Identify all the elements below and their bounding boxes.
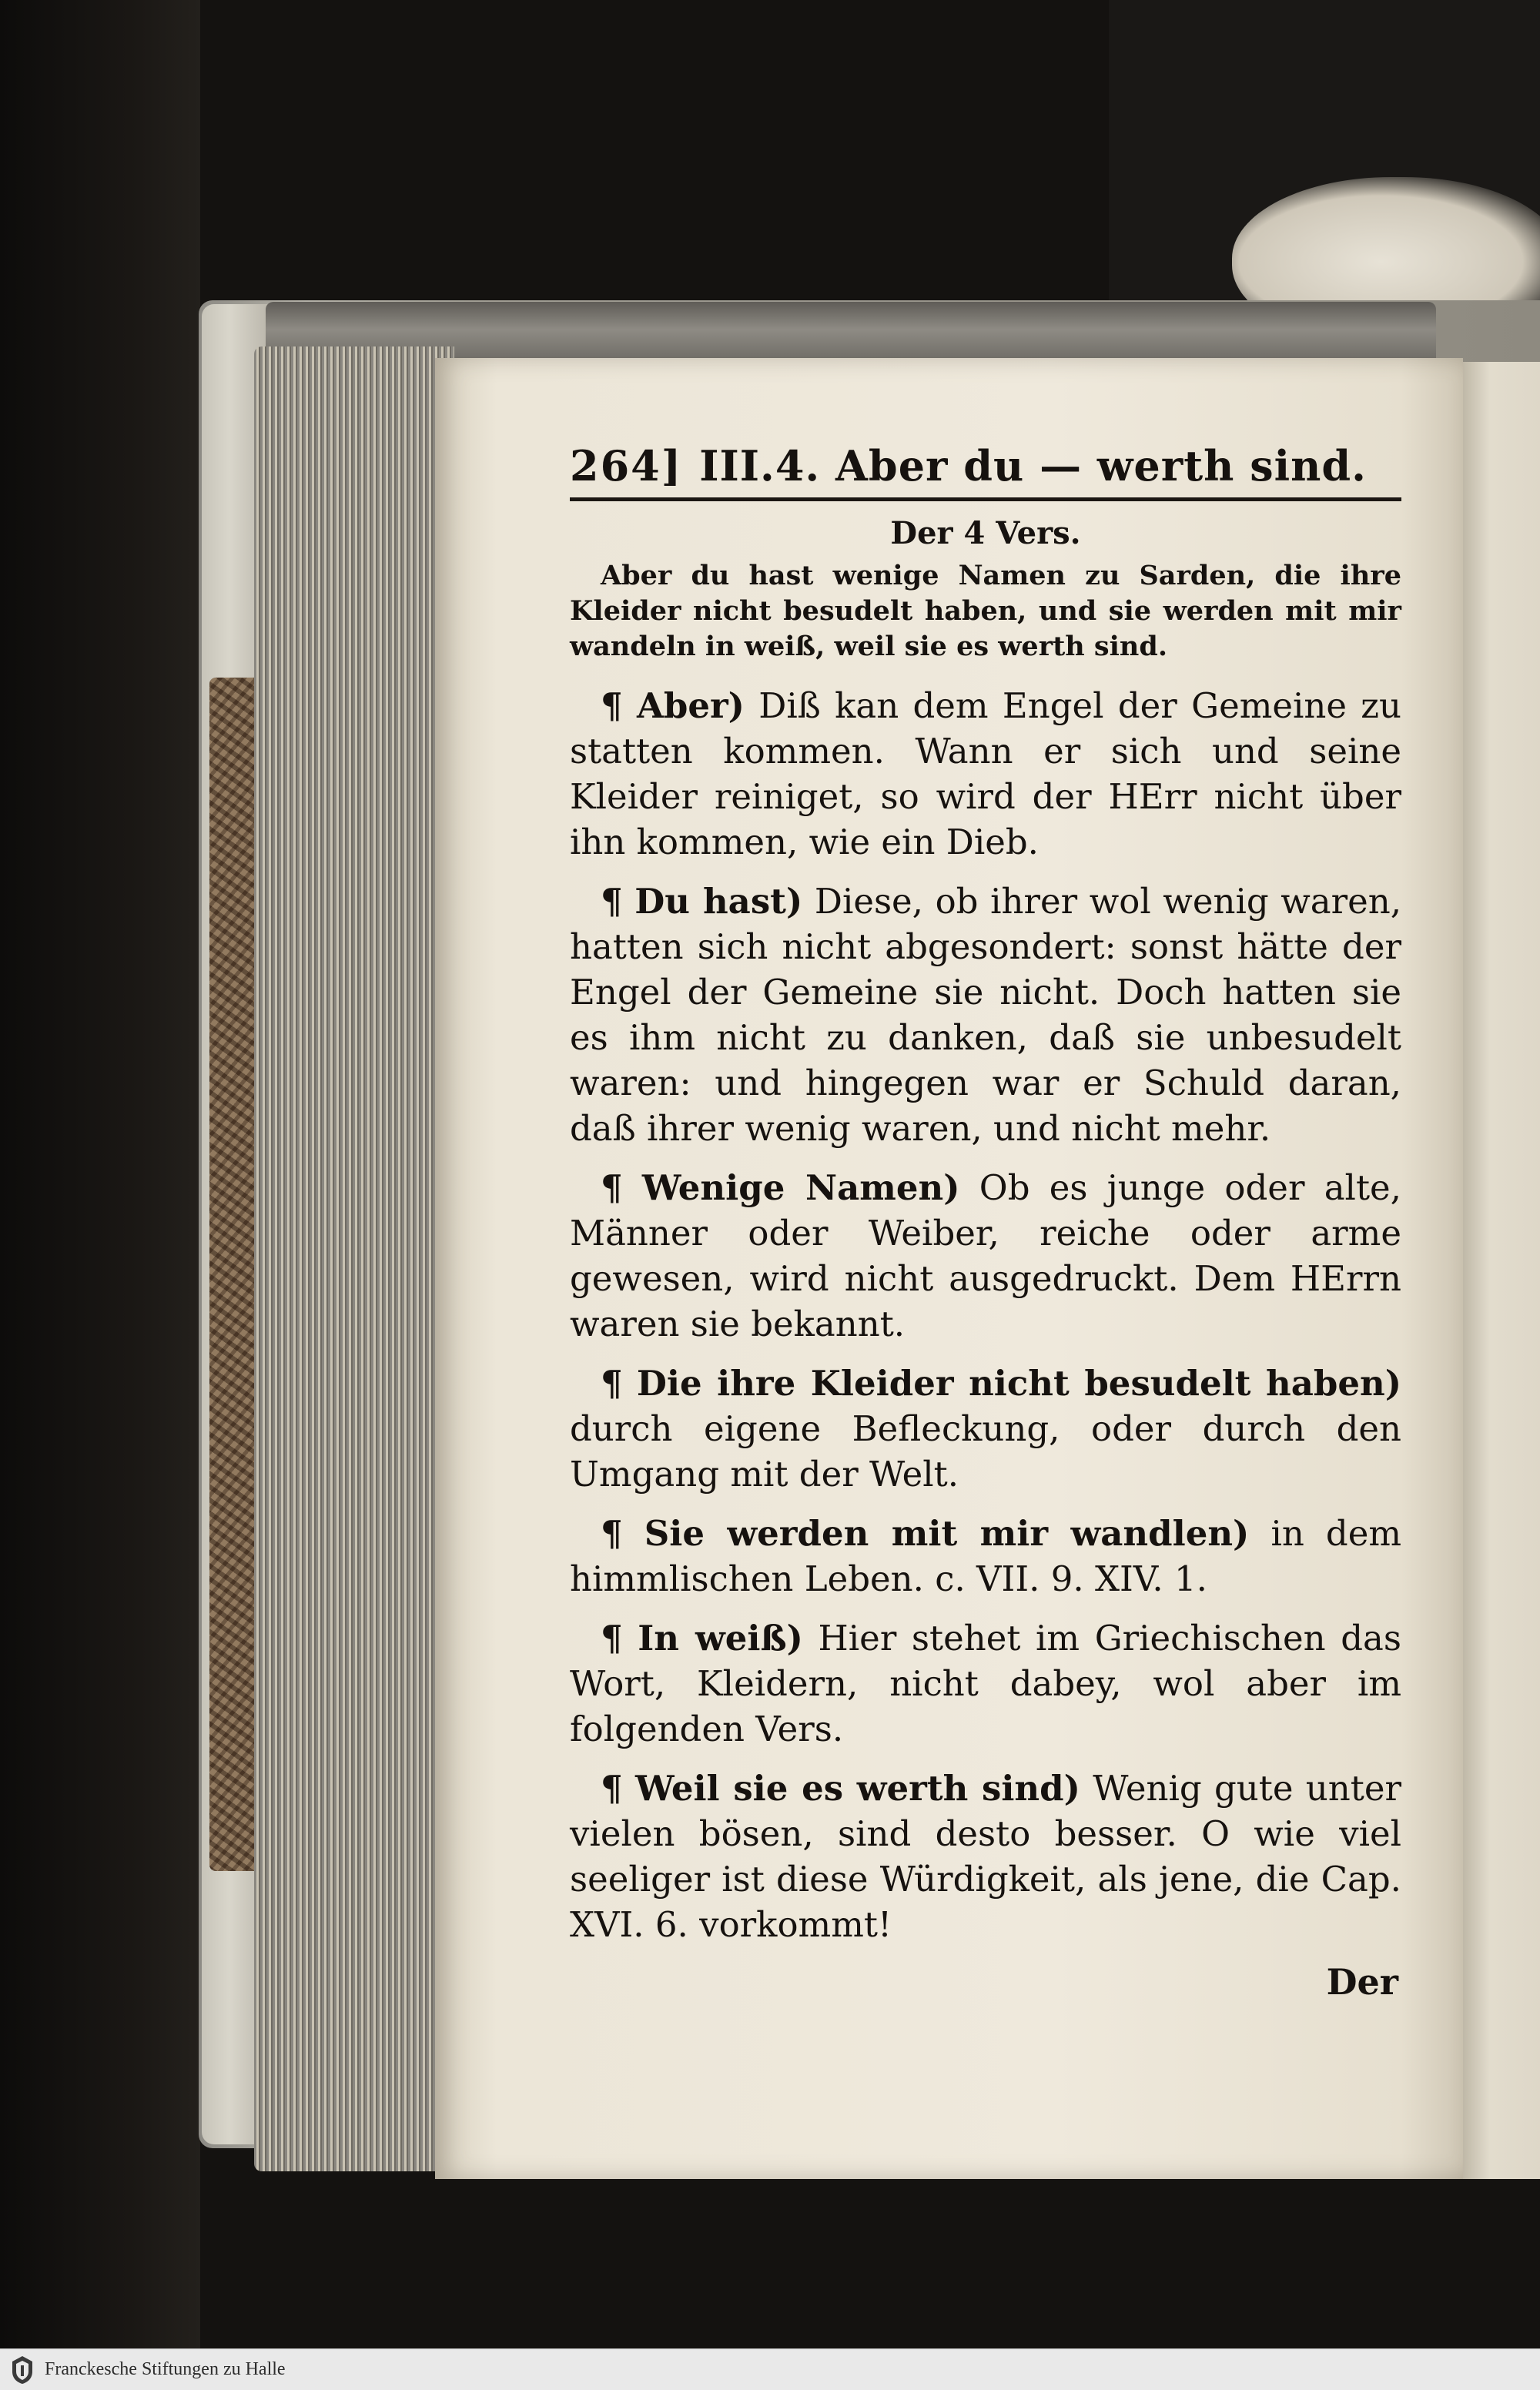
verse-text: Aber du hast wenige Namen zu Sarden, die ihre Kleider nicht besudelt haben, und sie werden mit mir wandeln in weiß, weil sie es werth sind. <box>570 560 1401 662</box>
paragraph-text: durch eigene Befleckung, oder durch den Umgang mit der Welt. <box>570 1408 1401 1495</box>
footer-bar <box>0 2348 1540 2390</box>
lemma: Du hast) <box>634 881 803 922</box>
commentary-paragraph <box>570 1766 1401 1947</box>
lemma: In weiß) <box>638 1618 803 1659</box>
lemma: Die ihre Kleider nicht besudelt haben) <box>636 1363 1401 1404</box>
seal-icon <box>9 2355 35 2385</box>
commentary-paragraph <box>570 1511 1401 1602</box>
pilcrow-mark: ¶ <box>601 1363 623 1404</box>
pilcrow-mark: ¶ <box>601 1768 623 1809</box>
commentary-paragraph <box>570 1165 1401 1347</box>
lemma: Weil sie es werth sind) <box>634 1768 1080 1809</box>
pilcrow-mark: ¶ <box>601 881 623 922</box>
footer-label: Franckesche Stiftungen zu Halle <box>45 2359 286 2379</box>
page-number: 264] <box>570 441 683 490</box>
commentary-paragraph <box>570 879 1401 1151</box>
paragraph-text: Hier stehet im Griechischen das Wort, Kleidern, nicht dabey, wol aber im folgenden Vers. <box>570 1618 1401 1749</box>
pilcrow-mark: ¶ <box>601 1618 623 1659</box>
paragraph-text: Wenig gute unter vielen bösen, sind desto besser. O wie viel seeliger ist diese Würdigkeit, als jene, die Cap. XVI. 6. vorkommt! <box>570 1768 1401 1945</box>
pilcrow-mark: ¶ <box>601 1167 623 1208</box>
commentary-paragraph <box>570 1615 1401 1752</box>
running-title: III.4. Aber du — werth sind. <box>699 441 1367 490</box>
paragraph-text: Diese, ob ihrer wol wenig waren, hatten sich nicht abgesondert: sonst hätte der Engel der Gemeine sie nicht. Doch hatten sie es ihm nicht zu danken, daß sie unbesudelt waren: und hingegen war er Schuld daran, daß ihrer wenig waren, und nicht mehr. <box>570 881 1402 1149</box>
paragraph-text: in dem himmlischen Leben. c. VII. 9. XIV. 1. <box>570 1513 1401 1599</box>
commentary-paragraph <box>570 683 1401 865</box>
verse-heading: Der 4 Vers. <box>890 515 1081 551</box>
dark-background <box>0 0 200 2348</box>
page-content <box>570 439 1401 2003</box>
catchword: Der <box>1326 1961 1398 2003</box>
page-stack-edge <box>254 346 454 2171</box>
paragraph-text: Ob es junge oder alte, Männer oder Weiber, reiche oder arme gewesen, wird nicht ausgedruckt. Dem HErrn waren sie bekannt. <box>570 1167 1401 1344</box>
lemma: Wenige Namen) <box>641 1167 960 1208</box>
facing-page-edge <box>1463 362 1540 2179</box>
pilcrow-mark: ¶ <box>601 1513 623 1554</box>
commentary-paragraph <box>570 1361 1401 1497</box>
lemma: Sie werden mit mir wandlen) <box>644 1513 1250 1554</box>
running-header <box>570 439 1401 501</box>
lemma: Aber) <box>636 685 745 726</box>
pilcrow-mark: ¶ <box>601 685 623 726</box>
paragraph-text: Diß kan dem Engel der Gemeine zu statten kommen. Wann er sich und seine Kleider reiniget, so wird der HErr nicht über ihn kommen, wie ein Dieb. <box>570 685 1401 862</box>
